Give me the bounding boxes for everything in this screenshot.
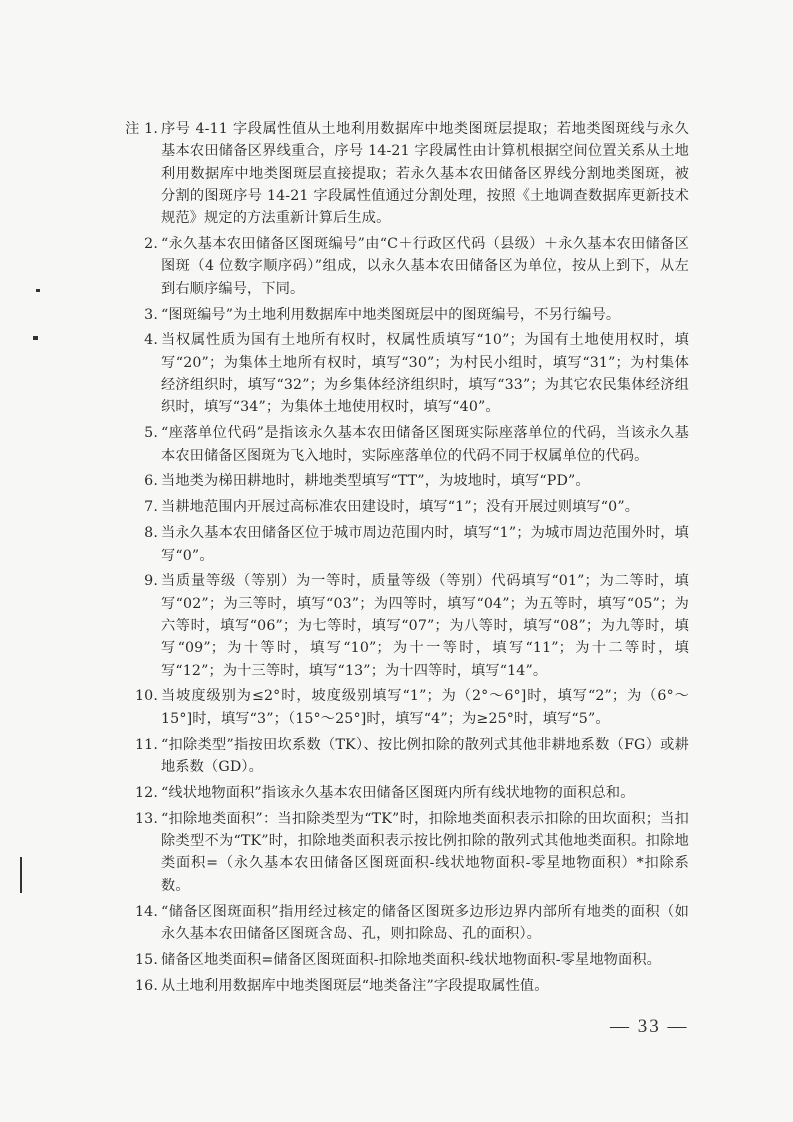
- note-text: “永久基本农田储备区图斑编号”由“C＋行政区代码（县级）＋永久基本农田储备区图斑（4 位数字顺序码）”组成，以永久基本农田储备区为单位，按从上到下，从左到右顺序编号，下同。: [161, 236, 689, 297]
- scan-mark: [20, 857, 22, 893]
- note-text: 当耕地范围内开展过高标准农田建设时，填写“1”；没有开展过则填写“0”。: [161, 499, 640, 516]
- page-number: — 33 —: [610, 1016, 689, 1037]
- note-item: [104, 685, 689, 730]
- note-text: “储备区图斑面积”指用经过核定的储备区图斑多边形边界内部所有地类的面积（如永久基本农田储备区图斑含岛、孔，则扣除岛、孔的面积）。: [161, 903, 689, 942]
- note-item: [104, 782, 689, 804]
- note-item: [104, 233, 689, 300]
- note-item: [104, 422, 689, 467]
- note-item: [104, 901, 689, 946]
- note-text: “线状地物面积”指该永久基本农田储备区图斑内所有线状地物的面积总和。: [161, 784, 635, 801]
- note-item: [104, 734, 689, 779]
- note-text: 当坡度级别为≤2°时，坡度级别填写“1”；为（2°～6°]时，填写“2”；为（6°～15°]时，填写“3”；（15°～25°]时，填写“4”；为≥25°时，填写“5”。: [161, 688, 689, 727]
- note-item: [104, 808, 689, 897]
- note-text: 当权属性质为国有土地所有权时，权属性质填写“10”；为国有土地使用权时，填写“20”；为集体土地所有权时，填写“30”；为村民小组时，填写“31”；为村集体经济组织时，填写“32”；为乡集体经济组织时，填写“33”；为其它农民集体经济组织时，填写“34”；为集体土地使用权时，填写“40”。: [161, 332, 689, 416]
- note-number: 10.: [134, 688, 158, 705]
- note-item: [104, 522, 689, 567]
- note-item: [104, 496, 689, 518]
- note-number: 12.: [134, 784, 158, 801]
- note-text: 序号 4-11 字段属性值从土地利用数据库中地类图斑层提取；若地类图斑线与永久基本农田储备区界线重合，序号 14-21 字段属性由计算机根据空间位置关系从土地利用数据库中地类图斑层直接提取；若永久基本农田储备区界线分割地类图斑，被分割的图斑序号 14-21 字段属性值通过分割处理，按照《土地调查数据库更新技术规范》规定的方法重新计算后生成。: [161, 121, 689, 227]
- note-item: [104, 949, 689, 971]
- note-item: [104, 570, 689, 681]
- note-number: 3.: [144, 306, 158, 323]
- note-text: 当永久基本农田储备区位于城市周边范围内时，填写“1”；为城市周边范围外时，填写“0”。: [161, 525, 689, 564]
- note-number: 13.: [134, 810, 158, 827]
- note-number: 7.: [144, 499, 158, 516]
- note-number: 6.: [144, 473, 158, 490]
- note-item: [104, 118, 689, 229]
- note-number: 14.: [134, 903, 158, 920]
- note-item: [104, 304, 689, 326]
- scan-mark: [36, 289, 40, 292]
- note-item: [104, 329, 689, 418]
- note-number: 15.: [134, 951, 158, 968]
- note-number: 16.: [134, 977, 158, 994]
- note-text: “图斑编号”为土地利用数据库中地类图斑层中的图斑编号，不另行编号。: [161, 306, 621, 323]
- note-number: 注 1.: [125, 121, 158, 137]
- notes-list: [104, 118, 689, 1000]
- note-number: 8.: [144, 525, 158, 542]
- note-number: 4.: [144, 332, 158, 349]
- note-text: “扣除地类面积”：当扣除类型为“TK”时，扣除地类面积表示扣除的田坎面积；当扣除类型不为“TK”时，扣除地类面积表示按比例扣除的散列式其他地类面积。扣除地类面积=（永久基本农田储备区图斑面积-线状地物面积-零星地物面积）*扣除系数。: [161, 810, 689, 894]
- note-number: 2.: [144, 236, 158, 253]
- note-item: [104, 975, 689, 997]
- scan-mark: [33, 336, 38, 340]
- note-text: 从土地利用数据库中地类图斑层“地类备注”字段提取属性值。: [161, 977, 549, 994]
- note-item: [104, 470, 689, 492]
- note-text: 储备区地类面积=储备区图斑面积-扣除地类面积-线状地物面积-零星地物面积。: [161, 951, 662, 968]
- note-number: 11.: [134, 736, 158, 753]
- note-text: 当地类为梯田耕地时，耕地类型填写“TT”，为坡地时，填写“PD”。: [161, 473, 590, 490]
- note-number: 9.: [144, 573, 158, 590]
- note-text: “座落单位代码”是指该永久基本农田储备区图斑实际座落单位的代码，当该永久基本农田储备区图斑为飞入地时，实际座落单位的代码不同于权属单位的代码。: [161, 425, 689, 464]
- note-text: “扣除类型”指按田坎系数（TK）、按比例扣除的散列式其他非耕地系数（FG）或耕地系数（GD）。: [161, 736, 689, 775]
- note-text: 当质量等级（等别）为一等时，质量等级（等别）代码填写“01”；为二等时，填写“02”；为三等时，填写“03”；为四等时，填写“04”；为五等时，填写“05”；为六等时，填写“06”；为七等时，填写“07”；为八等时，填写“08”；为九等时，填写“09”；为十等时，填写“10”；为十一等时，填写“11”；为十二等时，填写“12”；为十三等时，填写“13”；为十四等时，填写“14”。: [161, 573, 689, 679]
- note-number: 5.: [144, 425, 158, 442]
